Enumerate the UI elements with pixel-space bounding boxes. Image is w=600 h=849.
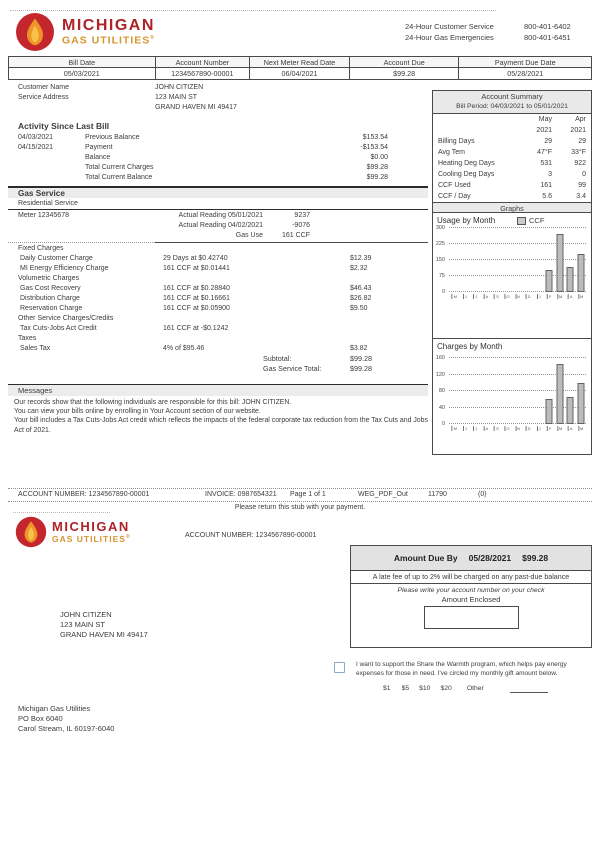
col2-year: 2021 (570, 127, 586, 134)
plot-area (449, 228, 586, 292)
usage-by-month-chart (433, 213, 591, 338)
activity-row: 04/03/2021 Previous Balance $153.54 (18, 134, 388, 141)
x-tick-label: M (558, 294, 563, 299)
customer-name: JOHN CITIZEN (155, 84, 204, 91)
bill-summary-header-row (9, 57, 591, 68)
stub-page: Page 1 of 1 (290, 491, 326, 498)
flame-icon (15, 12, 55, 52)
y-tick-label: 0 (441, 421, 445, 427)
x-tick-label: M (580, 426, 584, 431)
y-tick-label: 120 (435, 371, 445, 378)
bar (567, 267, 574, 292)
gas-service-total-row (18, 364, 382, 374)
x-tick-label: D (527, 294, 531, 299)
stub-output: WEG_PDF_Out (358, 491, 408, 498)
payment-account-number: ACCOUNT NUMBER: 1234567890-00001 (185, 532, 317, 539)
customer-service-phone: 800-401-6402 (524, 22, 571, 31)
col1-year: 2021 (536, 127, 552, 134)
bar (567, 397, 574, 424)
mailing-address: JOHN CITIZEN 123 MAIN ST GRAND HAVEN MI 49417 (60, 610, 148, 639)
account-summary-title: Account Summary (481, 92, 543, 101)
graphs-section-title: Graphs (433, 202, 591, 213)
x-tick-label: A (569, 294, 573, 299)
customer-service-row (405, 21, 592, 32)
brand-subname: GAS UTILITIES® (62, 34, 155, 47)
plot-area (449, 358, 586, 424)
message-line: Your bill includes a Tax Cuts-Jobs Act credit which reflects the impacts of the federal corporate tax reduction from the Tax Cuts and Jobs Act of 2021. (14, 417, 428, 434)
message-line: You can view your bills online by enrolling in Your Account section of our website. (14, 408, 261, 416)
account-due-header: Account Due (350, 57, 460, 67)
meter-id: Meter 12345678 (18, 212, 69, 219)
y-axis (433, 225, 447, 295)
return-stub-note: Please return this stub with your payment. (234, 504, 366, 511)
bill-date-value: 05/03/2021 (9, 68, 156, 79)
account-due-value: $99.28 (350, 68, 460, 79)
amount-enclosed-label: Amount Enclosed (441, 595, 501, 604)
account-summary-header (433, 91, 591, 114)
amount-due-panel (350, 545, 592, 648)
registered-mark: ® (125, 533, 131, 540)
amount-due: $99.28 (522, 553, 549, 563)
charge-group-label: Volumetric Charges (18, 275, 80, 282)
year-header-row (433, 125, 591, 136)
y-tick-label: 40 (438, 404, 445, 411)
payment-due-header: Payment Due Date (494, 58, 556, 67)
subtotal-value: $99.28 (350, 354, 372, 363)
meter-readings (18, 211, 310, 241)
remit-address: Michigan Gas Utilities PO Box 6040 Carol Stream, IL 60197-6040 (18, 704, 115, 733)
bill-date-header: Bill Date (9, 57, 156, 67)
gas-service-total-label: Gas Service Total: (263, 364, 322, 373)
service-address-line1: 123 MAIN ST (155, 94, 198, 101)
residential-service-label: Residential Service (18, 200, 78, 207)
account-summary-panel (432, 90, 592, 455)
share-warmth-checkbox[interactable] (334, 662, 345, 673)
gas-emergencies-row (405, 32, 592, 43)
bar (556, 234, 563, 292)
account-number-value: 1234567890-00001 (156, 68, 251, 79)
customer-name-label: Customer Name (18, 84, 69, 91)
service-address-label: Service Address (18, 94, 69, 101)
x-tick-label: O (506, 294, 510, 299)
x-tick-label: J (538, 294, 541, 299)
avg-temp-row: Avg Tem 47°F 33°F (438, 149, 586, 156)
x-tick-label: F (548, 426, 552, 431)
bill-summary-value-row (9, 68, 591, 79)
subtotal-row (18, 354, 382, 364)
y-tick-label: 150 (435, 257, 445, 263)
company-logo-stub (15, 516, 131, 548)
bar (556, 364, 563, 424)
activity-title: Activity Since Last Bill (18, 121, 110, 131)
x-tick-label: F (548, 294, 552, 299)
legend-label: CCF (529, 216, 545, 225)
bar (546, 399, 553, 424)
y-tick-label: 80 (438, 388, 445, 394)
gas-service-total-value: $99.28 (350, 364, 372, 373)
charge-row: Daily Customer Charge 29 Days at $0.42740 $12.39 (20, 255, 372, 262)
x-tick-label: M (453, 294, 457, 299)
message-line: Our records show that the following individuals are responsible for this bill: JOHN CITIZEN. (14, 399, 292, 406)
ccf-used-row: CCF Used 161 99 (438, 182, 586, 189)
gridline (449, 374, 586, 375)
brand-name: MICHIGAN (52, 518, 130, 534)
chart-title: Charges by Month (437, 342, 503, 351)
x-tick-label: J (475, 426, 478, 431)
gas-emergencies-phone: 800-401-6451 (524, 33, 571, 42)
amount-due-band (351, 546, 591, 571)
gift-amounts-row (383, 684, 548, 693)
month-header-row (433, 114, 591, 125)
dotted-rule (8, 242, 155, 243)
ccf-per-day-row: CCF / Day 5.6 3.4 (438, 193, 586, 200)
brand-name: MICHIGAN (62, 16, 155, 34)
meter-row: Meter 12345678 Actual Reading 05/01/2021 9237 (18, 212, 310, 219)
messages-body (14, 398, 430, 435)
stub-zero: (0) (478, 491, 487, 498)
bill-summary-table (8, 56, 592, 80)
heating-deg-days-row: Heating Deg Days 531 922 (438, 160, 586, 167)
y-axis (433, 355, 447, 427)
gridline (449, 390, 586, 391)
meter-row: Actual Reading 04/02/2021 -9076 (178, 222, 310, 229)
gridline (449, 243, 586, 244)
subtotal-label: Subtotal: (263, 354, 292, 363)
y-tick-label: 160 (435, 355, 445, 361)
charges-section (18, 244, 382, 374)
gift-option: $5 (401, 685, 410, 692)
amount-due-label: Amount Due By (393, 553, 458, 563)
gridline (449, 423, 586, 424)
charge-row: Distribution Charge 161 CCF at $0.16661 $26.82 (20, 295, 372, 302)
y-tick-label: 0 (441, 289, 445, 295)
stub-account-number: ACCOUNT NUMBER: 1234567890-00001 (18, 491, 150, 498)
bill-period: Bill Period: 04/03/2021 to 05/01/2021 (456, 103, 568, 110)
y-tick-label: 225 (435, 241, 445, 247)
gift-option: $20 (440, 685, 452, 692)
meter-row: Gas Use 161 CCF (235, 232, 310, 239)
col2-month: Apr (575, 116, 586, 123)
x-tick-label: M (558, 426, 563, 431)
charge-row: Tax Cuts-Jobs Act Credit 161 CCF at -$0.1242 (20, 325, 229, 332)
gridline (449, 291, 586, 292)
x-tick-label: J (475, 294, 478, 299)
gridline (449, 259, 586, 260)
activity-row: Balance $0.00 (85, 154, 388, 161)
chart-legend (517, 216, 544, 225)
customer-service-label: 24-Hour Customer Service (405, 22, 494, 31)
gift-option: $1 (383, 685, 391, 692)
charge-group-label: Taxes (18, 335, 37, 342)
x-tick-label: M (580, 294, 584, 299)
registered-mark: ® (150, 34, 155, 41)
bar (577, 383, 584, 424)
activity-rows (18, 133, 388, 183)
x-tick-label: N (517, 426, 520, 431)
x-tick-label: S (496, 426, 499, 431)
stub-number: 11790 (428, 491, 447, 498)
x-axis (449, 294, 586, 301)
stub-invoice: INVOICE: 0987654321 (205, 491, 277, 498)
activity-row: Total Current Charges $99.28 (85, 164, 388, 171)
messages-band: Messages (8, 384, 428, 396)
gridline (449, 275, 586, 276)
charge-group-label: Other Service Charges/Credits (18, 315, 114, 322)
late-fee-note: A late fee of up to 2% will be charged on any past-due balance (351, 571, 591, 584)
x-tick-label: J (464, 294, 467, 299)
x-axis (449, 426, 586, 433)
small-dotted-line (13, 512, 110, 513)
bar (577, 254, 584, 292)
service-address-line2: GRAND HAVEN MI 49417 (155, 104, 237, 111)
contact-block (405, 21, 592, 43)
billing-days-row: Billing Days 29 29 (438, 138, 586, 145)
activity-row: 04/15/2021 Payment -$153.54 (18, 144, 388, 151)
other-amount-line[interactable] (510, 684, 548, 693)
charges-by-month-chart (433, 338, 591, 459)
gridline (449, 227, 586, 228)
due-date: 05/28/2021 (468, 553, 512, 563)
account-number-header: Account Number (156, 57, 251, 67)
col1-month: May (538, 116, 552, 123)
bar (546, 270, 553, 292)
legend-swatch-icon (517, 217, 526, 225)
charge-row: Reservation Charge 161 CCF at $0.05900 $9.50 (20, 305, 368, 312)
charge-row: Sales Tax 4% of $95.46 $3.82 (20, 345, 368, 352)
x-tick-label: D (527, 426, 531, 431)
flame-icon (15, 516, 47, 548)
stub-divider-bottom (8, 501, 592, 502)
customer-values (155, 83, 237, 113)
gas-use-rule (155, 242, 428, 243)
gas-emergencies-label: 24-Hour Gas Emergencies (405, 33, 494, 42)
gift-option: $10 (419, 685, 431, 692)
payment-due-value: 05/28/2021 (507, 69, 544, 78)
gridline (449, 357, 586, 358)
amount-enclosed-field[interactable] (424, 606, 519, 629)
chart-title: Usage by Month (437, 216, 496, 225)
x-tick-label: M (453, 426, 457, 431)
company-logo (15, 12, 155, 52)
x-tick-label: N (517, 294, 520, 299)
x-tick-label: J (538, 426, 541, 431)
y-tick-label: 300 (435, 225, 445, 231)
x-tick-label: A (485, 294, 489, 299)
x-tick-label: O (506, 426, 510, 431)
x-tick-label: S (496, 294, 499, 299)
charge-row: MI Energy Efficiency Charge 161 CCF at $0.01441 $2.32 (20, 265, 368, 272)
top-dotted-line (10, 10, 496, 11)
check-note: Please write your account number on your check (397, 587, 545, 594)
gridline (449, 407, 586, 408)
x-tick-label: A (569, 426, 573, 431)
brand-subname: GAS UTILITIES® (52, 533, 131, 544)
gift-option-other: Other (466, 685, 484, 692)
gas-service-band: Gas Service (8, 186, 428, 198)
x-tick-label: A (485, 426, 489, 431)
charge-group-label: Fixed Charges (18, 245, 64, 252)
x-tick-label: J (464, 426, 467, 431)
activity-row: Total Current Balance $99.28 (85, 174, 388, 181)
share-warmth-text: I want to support the Share the Warmth program, which helps pay energy expenses for those in need. I've circled my monthly gift amount below. (356, 661, 567, 677)
charge-row: Gas Cost Recovery 161 CCF at $0.28840 $46.43 (20, 285, 372, 292)
next-meter-read-header: Next Meter Read Date (250, 57, 350, 67)
cooling-deg-days-row: Cooling Deg Days 3 0 (438, 171, 586, 178)
y-tick-label: 75 (438, 273, 445, 279)
stub-divider-top (8, 488, 592, 489)
customer-labels (18, 83, 69, 103)
section-rule (8, 209, 428, 210)
next-meter-read-value: 06/04/2021 (250, 68, 350, 79)
